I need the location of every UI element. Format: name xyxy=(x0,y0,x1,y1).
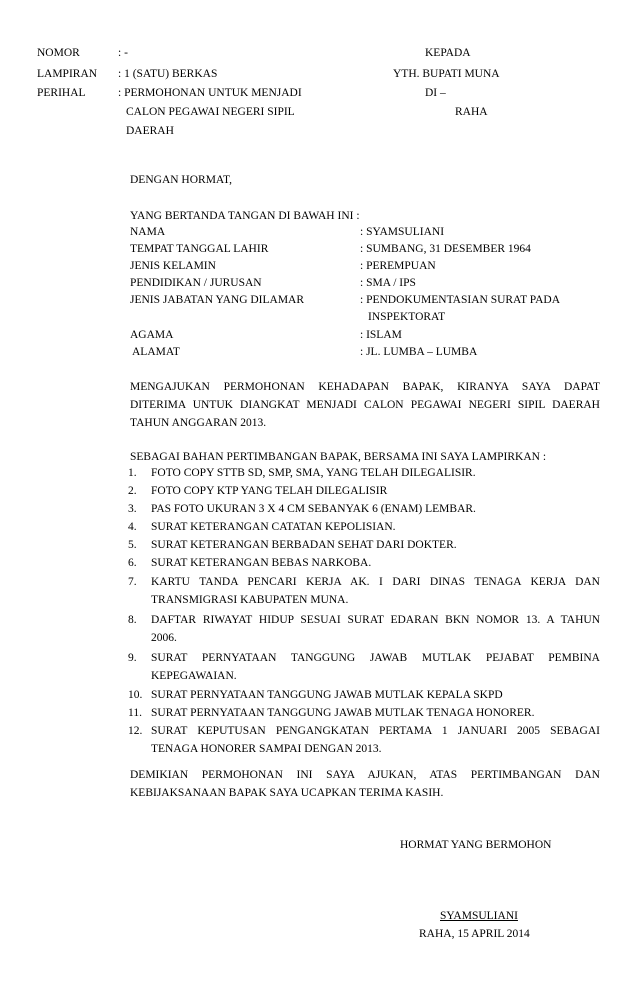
attachments-intro: SEBAGAI BAHAN PERTIMBANGAN BAPAK, BERSAMA INI SAYA LAMPIRKAN : xyxy=(130,451,547,463)
list-item-number: 3. xyxy=(128,503,137,515)
request-paragraph-line-3: TAHUN ANGGARAN 2013. xyxy=(130,417,267,429)
list-item-text-line-2: TRANSMIGRASI KABUPATEN MUNA. xyxy=(151,594,349,606)
list-item-text: SURAT KETERANGAN BEBAS NARKOBA. xyxy=(151,557,372,569)
field-jk-value: : PEREMPUAN xyxy=(360,260,436,272)
signature-name: SYAMSULIANI xyxy=(440,910,518,922)
field-jabatan-label: JENIS JABATAN YANG DILAMAR xyxy=(130,294,305,306)
list-item xyxy=(128,724,600,762)
field-agama-label: AGAMA xyxy=(130,329,174,341)
field-pendidikan-value: : SMA / IPS xyxy=(360,277,416,289)
field-jabatan-value-line-2: INSPEKTORAT xyxy=(368,311,446,323)
list-item-text: SURAT KETERANGAN CATATAN KEPOLISIAN. xyxy=(151,521,396,533)
perihal-value-line-2: CALON PEGAWAI NEGERI SIPIL xyxy=(126,106,295,118)
lampiran-label: LAMPIRAN xyxy=(37,68,98,80)
list-item xyxy=(128,613,600,651)
closing-paragraph-line-2: KEBIJAKSANAAN BAPAK SAYA UCAPKAN TERIMA KASIH. xyxy=(130,787,444,799)
list-item xyxy=(128,651,600,688)
field-agama-value: : ISLAM xyxy=(360,329,402,341)
list-item xyxy=(128,538,600,556)
recipient-kepada: KEPADA xyxy=(425,47,471,59)
recipient-city: RAHA xyxy=(455,106,488,118)
list-item-number: 11. xyxy=(128,707,142,719)
signature-salutation: HORMAT YANG BERMOHON xyxy=(400,839,552,851)
list-item-text-line-2: KEPEGAWAIAN. xyxy=(151,670,237,682)
closing-paragraph-line-1: DEMIKIAN PERMOHONAN INI SAYA AJUKAN, ATAS PERTIMBANGAN DAN xyxy=(130,769,600,781)
field-jk-label: JENIS KELAMIN xyxy=(130,260,216,272)
list-item-number: 2. xyxy=(128,485,137,497)
perihal-value-line-3: DAERAH xyxy=(126,125,174,137)
field-alamat-label: ALAMAT xyxy=(132,346,180,358)
list-item xyxy=(128,575,600,613)
list-item-text: KARTU TANDA PENCARI KERJA AK. I DARI DINAS TENAGA KERJA DAN xyxy=(151,576,600,588)
list-item xyxy=(128,484,600,502)
list-item-text: SURAT PERNYATAAN TANGGUNG JAWAB MUTLAK PEJABAT PEMBINA xyxy=(151,652,600,664)
request-paragraph-line-1: MENGAJUKAN PERMOHONAN KEHADAPAN BAPAK, KIRANYA SAYA DAPAT xyxy=(130,381,600,393)
list-item-text: FOTO COPY STTB SD, SMP, SMA, YANG TELAH DILEGALISIR. xyxy=(151,467,476,479)
list-item-text: SURAT PERNYATAAN TANGGUNG JAWAB MUTLAK KEPALA SKPD xyxy=(151,689,503,701)
attachments-list xyxy=(128,466,600,762)
list-item-number: 1. xyxy=(128,467,137,479)
list-item xyxy=(128,688,600,706)
list-item-text: PAS FOTO UKURAN 3 X 4 CM SEBANYAK 6 (ENAM) LEMBAR. xyxy=(151,503,476,515)
field-nama-label: NAMA xyxy=(130,226,166,238)
list-item-number: 5. xyxy=(128,539,137,551)
list-item-text-line-2: TENAGA HONORER SAMPAI DENGAN 2013. xyxy=(151,743,382,755)
list-item-text: SURAT KEPUTUSAN PENGANGKATAN PERTAMA 1 JANUARI 2005 SEBAGAI xyxy=(151,725,600,737)
list-item-text: FOTO COPY KTP YANG TELAH DILEGALISIR xyxy=(151,485,388,497)
intro-line: YANG BERTANDA TANGAN DI BAWAH INI : xyxy=(130,210,360,222)
list-item xyxy=(128,466,600,484)
list-item-number: 10. xyxy=(128,689,143,701)
field-pendidikan-label: PENDIDIKAN / JURUSAN xyxy=(130,277,262,289)
field-alamat-value: : JL. LUMBA – LUMBA xyxy=(360,346,478,358)
list-item xyxy=(128,706,600,724)
list-item xyxy=(128,502,600,520)
list-item-number: 9. xyxy=(128,652,137,664)
recipient-di: DI – xyxy=(425,87,446,99)
lampiran-value: : 1 (SATU) BERKAS xyxy=(118,68,218,80)
list-item-text: DAFTAR RIWAYAT HIDUP SESUAI SURAT EDARAN BKN NOMOR 13. A TAHUN xyxy=(151,614,600,626)
field-jabatan-value: : PENDOKUMENTASIAN SURAT PADA xyxy=(360,294,561,306)
list-item-text: SURAT KETERANGAN BERBADAN SEHAT DARI DOKTER. xyxy=(151,539,457,551)
request-paragraph-line-2: DITERIMA UNTUK DIANGKAT MENJADI CALON PEGAWAI NEGERI SIPIL DAERAH xyxy=(130,399,600,411)
recipient-name: YTH. BUPATI MUNA xyxy=(393,68,500,80)
greeting: DENGAN HORMAT, xyxy=(130,174,233,186)
list-item-number: 6. xyxy=(128,557,137,569)
list-item-number: 7. xyxy=(128,576,137,588)
list-item-number: 12. xyxy=(128,725,143,737)
list-item-text: SURAT PERNYATAAN TANGGUNG JAWAB MUTLAK TENAGA HONORER. xyxy=(151,707,535,719)
list-item-text-line-2: 2006. xyxy=(151,632,177,644)
perihal-value-line-1: : PERMOHONAN UNTUK MENJADI xyxy=(118,87,302,99)
list-item-number: 8. xyxy=(128,614,137,626)
field-nama-value: : SYAMSULIANI xyxy=(360,226,445,238)
list-item xyxy=(128,556,600,575)
field-ttl-value: : SUMBANG, 31 DESEMBER 1964 xyxy=(360,243,531,255)
field-ttl-label: TEMPAT TANGGAL LAHIR xyxy=(130,243,269,255)
perihal-label: PERIHAL xyxy=(37,87,86,99)
nomor-label: NOMOR xyxy=(37,47,80,59)
list-item-number: 4. xyxy=(128,521,137,533)
list-item xyxy=(128,520,600,538)
nomor-value: : - xyxy=(118,47,128,59)
signature-place-date: RAHA, 15 APRIL 2014 xyxy=(419,928,530,940)
